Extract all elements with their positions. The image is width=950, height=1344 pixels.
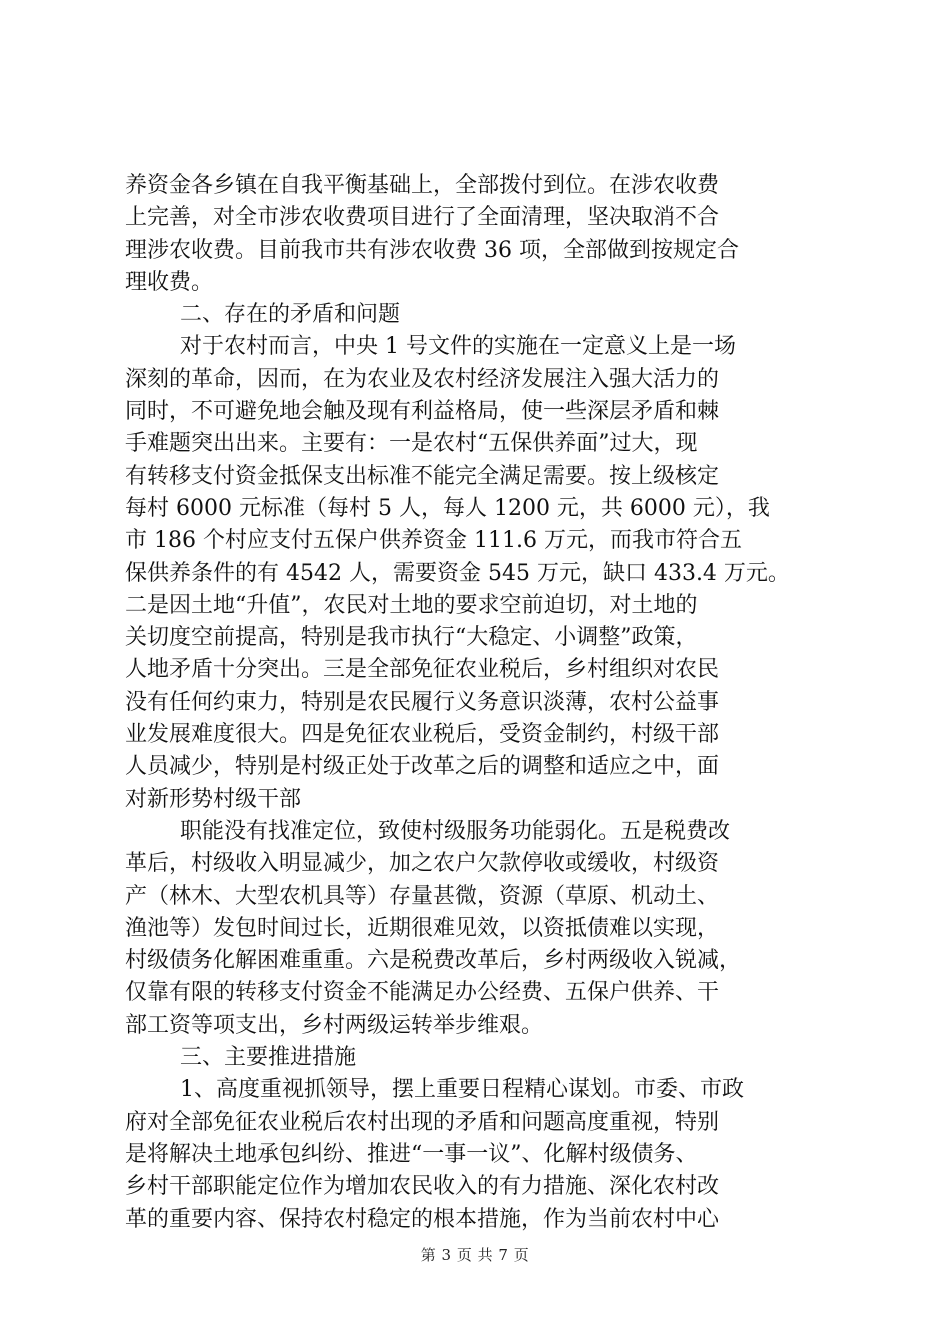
text-line: 二是因土地“升值”，农民对土地的要求空前迫切，对土地的 — [125, 592, 698, 618]
text-line: 业发展难度很大。四是免征农业税后，受资金制约，村级干部 — [125, 722, 720, 748]
text-line: 仅靠有限的转移支付资金不能满足办公经费、五保户供养、干 — [125, 980, 720, 1006]
section-heading: 三、主要推进措施 — [180, 1045, 357, 1071]
text-line: 理收费。 — [125, 269, 214, 295]
document-body — [125, 170, 837, 1236]
text-line: 乡村干部职能定位作为增加农民收入的有力措施、深化农村改 — [125, 1174, 720, 1200]
text-line: 革的重要内容、保持农村稳定的根本措施，作为当前农村中心 — [125, 1206, 720, 1232]
text-line: 部工资等项支出，乡村两级运转举步维艰。 — [125, 1012, 544, 1038]
text-line: 对新形势村级干部 — [125, 786, 302, 812]
text-line: 同时，不可避免地会触及现有利益格局，使一些深层矛盾和棘 — [125, 399, 720, 425]
text-line: 村级债务化解困难重重。六是税费改革后，乡村两级收入锐减， — [125, 948, 742, 974]
text-line: 深刻的革命，因而，在为农业及农村经济发展注入强大活力的 — [125, 366, 720, 392]
text-line: 每村 6000 元标准（每村 5 人，每人 1200 元，共 6000 元），我 — [125, 495, 770, 521]
text-line: 理涉农收费。目前我市共有涉农收费 36 项，全部做到按规定合 — [125, 237, 739, 263]
text-line: 人地矛盾十分突出。三是全部免征农业税后，乡村组织对农民 — [125, 657, 720, 683]
text-line: 手难题突出出来。主要有：一是农村“五保供养面”过大，现 — [125, 431, 698, 457]
text-line: 人员减少，特别是村级正处于改革之后的调整和适应之中，面 — [125, 754, 720, 780]
text-line: 没有任何约束力，特别是农民履行义务意识淡薄，农村公益事 — [125, 689, 720, 715]
text-line: 市 186 个村应支付五保户供养资金 111.6 万元，而我市符合五 — [125, 528, 742, 554]
page-footer: 第 3 页 共 7 页 — [420, 1246, 530, 1264]
text-line: 府对全部免征农业税后农村出现的矛盾和问题高度重视，特别 — [125, 1109, 720, 1135]
text-line: 职能没有找准定位，致使村级服务功能弱化。五是税费改 — [180, 818, 731, 844]
text-line: 关切度空前提高，特别是我市执行“大稳定、小调整”政策， — [125, 625, 698, 651]
text-line: 渔池等）发包时间过长，近期很难见效，以资抵债难以实现， — [125, 915, 720, 941]
text-line: 有转移支付资金抵保支出标准不能完全满足需要。按上级核定 — [125, 463, 720, 489]
section-heading: 二、存在的矛盾和问题 — [180, 302, 401, 328]
text-line: 是将解决土地承包纠纷、推进“一事一议”、化解村级债务、 — [125, 1141, 698, 1167]
text-line: 1、高度重视抓领导，摆上重要日程精心谋划。市委、市政 — [180, 1077, 744, 1103]
text-line: 产（林木、大型农机具等）存量甚微，资源（草原、机动土、 — [125, 883, 720, 909]
text-line: 上完善，对全市涉农收费项目进行了全面清理，坚决取消不合 — [125, 205, 720, 231]
text-line: 革后，村级收入明显减少，加之农户欠款停收或缓收，村级资 — [125, 851, 720, 877]
text-line: 保供养条件的有 4542 人，需要资金 545 万元，缺口 433.4 万元。 — [125, 560, 790, 586]
text-line: 养资金各乡镇在自我平衡基础上，全部拨付到位。在涉农收费 — [125, 173, 720, 198]
text-line: 对于农村而言，中央 1 号文件的实施在一定意义上是一场 — [180, 334, 736, 360]
